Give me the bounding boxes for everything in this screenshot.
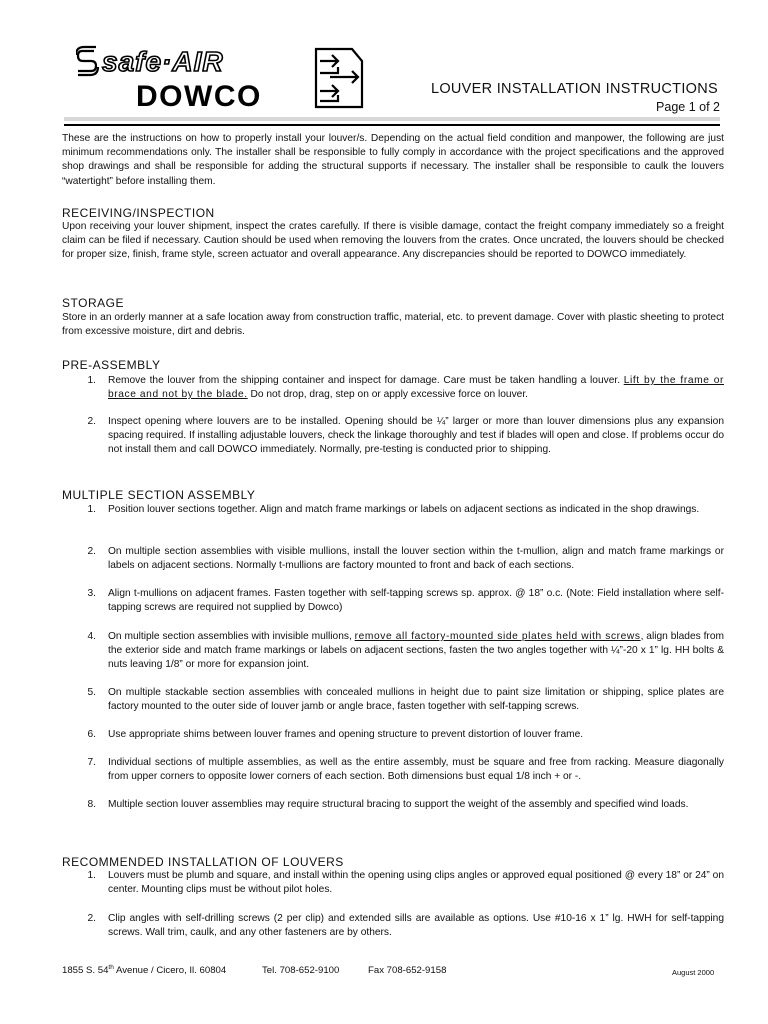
item-text: On multiple section assemblies with visible mullions, install the louver section within the t-mullion, align and match frame markings or labels on adjacent sections. Normally t-mullions are factory mounted to front and back of each sections. <box>108 546 724 572</box>
heading-multiple-section: MULTIPLE SECTION ASSEMBLY <box>62 488 256 502</box>
item-number: 8. <box>87 799 96 810</box>
item-number: 1. <box>87 504 96 515</box>
item-number: 5. <box>87 687 96 698</box>
storage-paragraph: Store in an orderly manner at a safe location away from construction traffic, material, etc. to prevent damage. Cover with plastic sheeting to protect from excessive moisture, dirt and debris. <box>62 312 724 338</box>
item-text: Align t-mullions on adjacent frames. Fasten together with self-tapping screws sp. approx. @ 18” o.c. (Note: Field installation where self-tapping screws are required not supplied by Dowco) <box>108 588 724 614</box>
list-item <box>78 798 724 812</box>
item-text: Position louver sections together. Align and match frame markings or labels on adjacent sections as indicated in the shop drawings. <box>108 504 700 515</box>
item-text: Clip angles with self-drilling screws (2 per clip) and extended sills are available as options. Use #10-16 x 1” lg. HWH for self-tapping screws. Wall trim, caulk, and any other fasteners are by others. <box>108 913 724 939</box>
item-number: 4. <box>87 631 96 642</box>
item-text: Louvers must be plumb and square, and install within the opening using clips angles or approved equal positioned @ every 18” or 24” on center. Mounting clips must be without pilot holes. <box>108 870 724 896</box>
header-rule <box>64 117 720 129</box>
list-item <box>78 545 724 573</box>
item-number: 2. <box>87 546 96 557</box>
list-item <box>78 630 724 673</box>
item-number: 6. <box>87 729 96 740</box>
item-text: Remove the louver from the shipping container and inspect for damage. Care must be taken handling a louver. <box>108 375 624 386</box>
heading-pre-assembly: PRE-ASSEMBLY <box>62 358 161 372</box>
list-item <box>78 756 724 784</box>
heading-receiving: RECEIVING/INSPECTION <box>62 206 215 220</box>
item-number: 1. <box>87 870 96 881</box>
receiving-paragraph: Upon receiving your louver shipment, inspect the crates carefully. If there is visible damage, contact the freight company immediately so a freight claim can be filed if necessary. Caution should be used when removing the louvers from the crates. Once uncrated, the louvers should be checked for proper size, finish, frame style, screen actuator and overall appearance. Any discrepancies should be reported to DOWCO immediately. <box>62 221 724 261</box>
footer-address: 1855 S. 54th Avenue / Cicero, Il. 60804 <box>62 964 227 976</box>
page-number: Page 1 of 2 <box>656 100 720 114</box>
item-text: Use appropriate shims between louver frames and opening structure to prevent distortion of louver frame. <box>108 729 584 740</box>
document-title: LOUVER INSTALLATION INSTRUCTIONS <box>430 81 718 97</box>
list-item <box>78 587 724 615</box>
item-text: On multiple stackable section assemblies with concealed mullions in height due to paint size limitation or shipping, splice plates are factory mounted to the outer side of louver jamb or angle brace, fasten together with self-tapping screws. <box>108 687 724 713</box>
footer-date: August 2000 <box>672 968 715 977</box>
item-number: 3. <box>87 588 96 599</box>
safe-air-dowco-logo <box>76 43 366 111</box>
list-item <box>78 912 724 940</box>
item-text: Do not drop, drag, step on or apply excessive force on louver. <box>247 389 529 401</box>
item-text: On multiple section assemblies with invisible mullions, <box>108 631 355 642</box>
item-text: Inspect opening where louvers are to be installed. Opening should be ¼” larger or more than louver dimensions plus any expansion spacing required. If installing adjustable louvers, check the linkage thoroughly and test if blades will open and close. If problems occur do not install them and call DOWCO immediately. Normally, pre-testing is conducted prior to shipping. <box>108 416 724 456</box>
item-text: Multiple section louver assemblies may require structural bracing to support the weight of the assembly and specified wind loads. <box>108 799 689 810</box>
list-item <box>78 374 724 402</box>
list-item <box>78 686 724 714</box>
footer-fax: Fax 708-652-9158 <box>368 965 447 976</box>
item-number: 1. <box>87 375 96 386</box>
list-item <box>78 869 724 897</box>
footer-telephone: Tel. 708-652-9100 <box>262 965 340 976</box>
item-underlined-text: remove all factory-mounted side plates held with screws <box>354 631 641 642</box>
item-underlined-text: Lift by the frame or brace and not by the blade. <box>108 375 724 401</box>
list-item <box>78 415 724 458</box>
logo-line1: safe·AIR <box>102 46 224 77</box>
item-text: , align blades from the exterior side and match frame markings or labels on adjacent sections, fasten the two angles together with ¼”-20 x 1” lg. HH bolts & nuts leaving 1/8” or more for expansion joint. <box>108 631 724 671</box>
list-item <box>78 503 724 517</box>
heading-recommended-installation: RECOMMENDED INSTALLATION OF LOUVERS <box>62 855 344 869</box>
list-item <box>78 728 724 742</box>
item-number: 2. <box>87 416 96 427</box>
item-text: Individual sections of multiple assemblies, as well as the entire assembly, must be square and free from racking. Measure diagonally from upper corners to opposite lower corners of each section. Both dimensions bust equal 1/8 inch + or -. <box>108 757 724 783</box>
heading-storage: STORAGE <box>62 296 124 310</box>
item-number: 7. <box>87 757 96 768</box>
logo-line2: DOWCO <box>136 80 262 111</box>
intro-paragraph: These are the instructions on how to properly install your louver/s. Depending on the actual field condition and manpower, the following are just minimum recommendations only. The installer shall be responsible to fully comply in accordance with the project specifications and the approved shop drawings and shall be responsible for adding the structural supports if necessary. The installer shall be responsible to caulk the louvers “watertight” before installing them. <box>62 133 724 187</box>
item-number: 2. <box>87 913 96 924</box>
